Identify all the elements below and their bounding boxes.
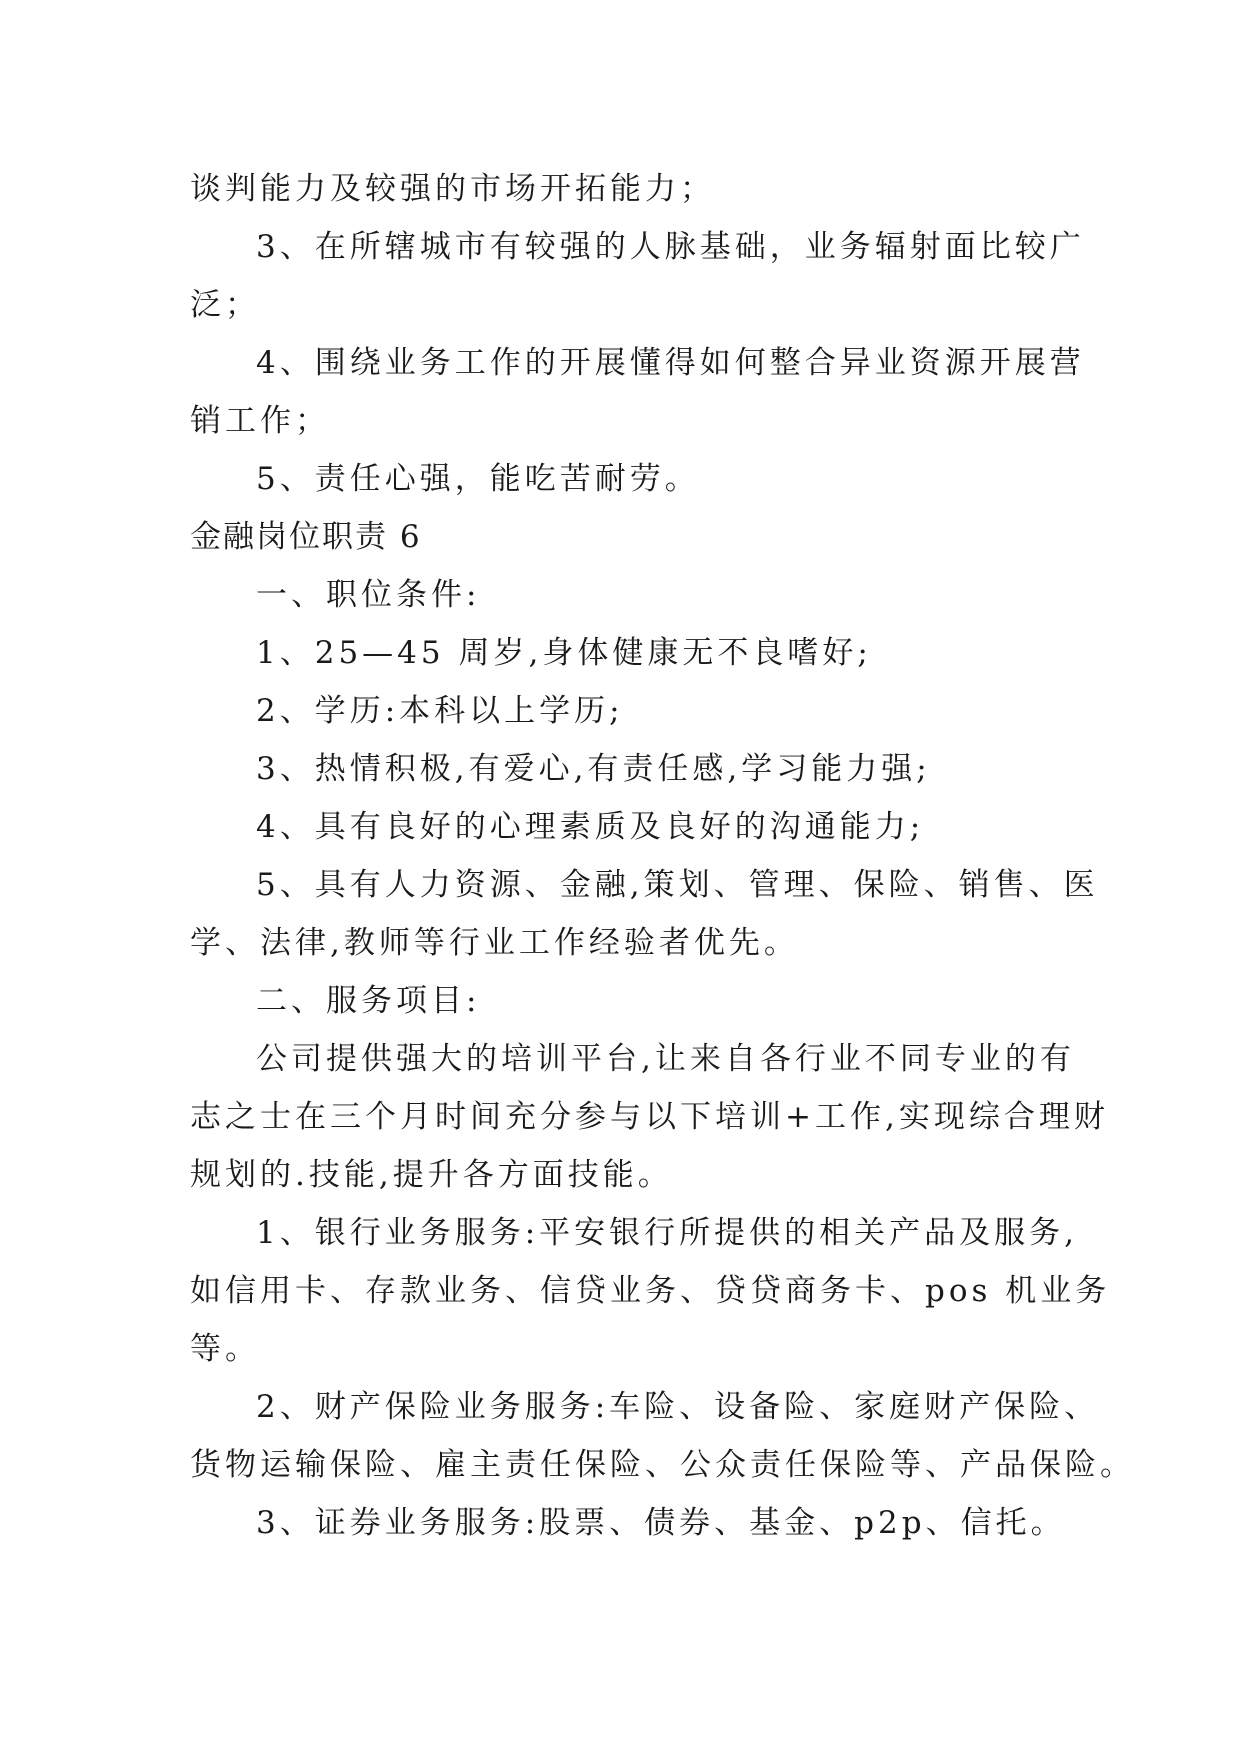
paragraph-line: 销工作； (190, 403, 330, 439)
paragraph-line: 3、在所辖城市有较强的人脉基础，业务辐射面比较广 (256, 229, 1085, 265)
paragraph-line: 4、围绕业务工作的开展懂得如何整合异业资源开展营 (256, 345, 1085, 381)
subsection-heading: 二、服务项目: (256, 983, 481, 1019)
list-item: 5、具有人力资源、金融,策划、管理、保险、销售、医 (256, 867, 1099, 903)
list-item: 3、热情积极,有爱心,有责任感,学习能力强; (256, 751, 931, 787)
list-item: 3、证券业务服务:股票、债券、基金、p2p、信托。 (256, 1505, 1066, 1541)
section-heading: 金融岗位职责 6 (190, 519, 422, 555)
paragraph-line: 5、责任心强，能吃苦耐劳。 (256, 461, 700, 497)
list-item-continuation: 学、法律,教师等行业工作经验者优先。 (190, 925, 799, 961)
paragraph-line: 谈判能力及较强的市场开拓能力； (190, 171, 715, 207)
paragraph-line: 志之士在三个月时间充分参与以下培训+工作,实现综合理财 (190, 1099, 1109, 1135)
paragraph-line: 公司提供强大的培训平台,让来自各行业不同专业的有 (256, 1041, 1075, 1077)
paragraph-line: 规划的.技能,提升各方面技能。 (190, 1157, 673, 1193)
list-item-continuation: 等。 (190, 1331, 260, 1367)
list-item: 1、银行业务服务:平安银行所提供的相关产品及服务, (256, 1215, 1079, 1251)
list-item: 4、具有良好的心理素质及良好的沟通能力; (256, 809, 925, 845)
list-item: 2、学历:本科以上学历; (256, 693, 624, 729)
paragraph-line: 泛； (190, 287, 260, 323)
list-item: 1、25—45 周岁,身体健康无不良嗜好; (256, 635, 872, 671)
document-body (190, 160, 1135, 1552)
list-item-continuation: 货物运输保险、雇主责任保险、公众责任保险等、产品保险。 (190, 1447, 1135, 1483)
list-item: 2、财产保险业务服务:车险、设备险、家庭财产保险、 (256, 1389, 1100, 1425)
list-item-continuation: 如信用卡、存款业务、信贷业务、贷贷商务卡、pos 机业务 (190, 1273, 1111, 1309)
subsection-heading: 一、职位条件: (256, 577, 481, 613)
